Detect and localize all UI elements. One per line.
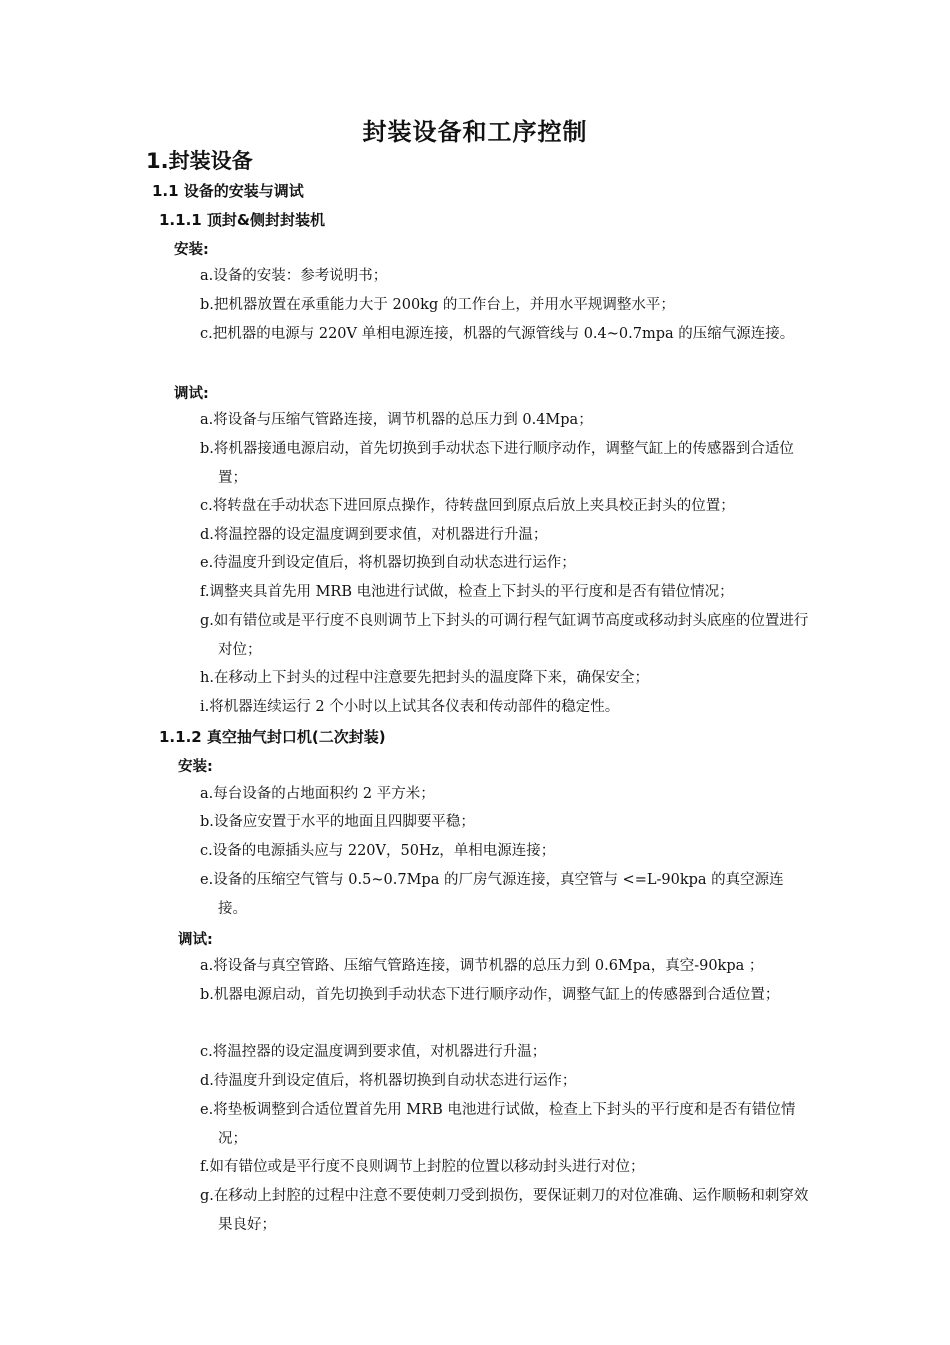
install-label: 安装: [174, 242, 209, 258]
list-item: e.将垫板调整到合适位置首先用 MRB 电池进行试做，检查上下封头的平行度和是否有错位情况； [200, 1102, 796, 1147]
list-item: e.待温度升到设定值后，将机器切换到自动状态进行运作； [200, 555, 576, 571]
list-item: b.把机器放置在承重能力大于 200kg 的工作台上，并用水平规调整水平； [200, 297, 675, 313]
heading-section-1-1-1: 1.1.1 顶封&侧封封装机 [159, 211, 326, 229]
heading-2: 1.1 设备的安装与调试 [152, 182, 304, 200]
list-item: a.将设备与压缩气管路连接，调节机器的总压力到 0.4Mpa； [200, 412, 593, 428]
list-item: c.将温控器的设定温度调到要求值，对机器进行升温； [200, 1044, 547, 1060]
debug-label: 调试: [178, 932, 213, 948]
list-item: g.在移动上封腔的过程中注意不要使刺刀受到损伤，要保证刺刀的对位准确、运作顺畅和刺穿效果良好； [200, 1188, 809, 1233]
list-item: a.设备的安装：参考说明书； [200, 268, 388, 284]
list-item: d.将温控器的设定温度调到要求值，对机器进行升温； [200, 527, 548, 543]
list-item: f.如有错位或是平行度不良则调节上封腔的位置以移动封头进行对位； [200, 1159, 645, 1175]
document-title: 封装设备和工序控制 [362, 118, 588, 146]
heading-section-1-1-2: 1.1.2 真空抽气封口机(二次封装) [159, 728, 386, 746]
list-item: a.将设备与真空管路、压缩气管路连接，调节机器的总压力到 0.6Mpa，真空-90kpa ； [200, 958, 764, 974]
list-item: b.将机器接通电源启动，首先切换到手动状态下进行顺序动作，调整气缸上的传感器到合适位置； [200, 441, 794, 486]
list-item: c.设备的电源插头应与 220V，50Hz，单相电源连接； [200, 843, 556, 859]
list-item: e.设备的压缩空气管与 0.5~0.7Mpa 的厂房气源连接，真空管与 <=L-90kpa 的真空源连接。 [200, 872, 784, 917]
list-item: g.如有错位或是平行度不良则调节上下封头的可调行程气缸调节高度或移动封头底座的位置进行对位； [200, 613, 809, 658]
list-item: b.机器电源启动，首先切换到手动状态下进行顺序动作，调整气缸上的传感器到合适位置； [200, 987, 780, 1003]
list-item: d.待温度升到设定值后，将机器切换到自动状态进行运作； [200, 1073, 577, 1089]
install-label: 安装: [178, 759, 213, 775]
list-item: i.将机器连续运行 2 个小时以上试其各仪表和传动部件的稳定性。 [200, 699, 620, 715]
list-item: f.调整夹具首先用 MRB 电池进行试做，检查上下封头的平行度和是否有错位情况； [200, 584, 734, 600]
debug-label: 调试: [174, 386, 209, 402]
list-item: a.每台设备的占地面积约 2 平方米； [200, 786, 435, 802]
list-item: b.设备应安置于水平的地面且四脚要平稳； [200, 814, 475, 830]
list-item: c.把机器的电源与 220V 单相电源连接，机器的气源管线与 0.4~0.7mpa 的压缩气源连接。 [200, 326, 795, 342]
heading-1: 1.封装设备 [146, 149, 253, 173]
list-item: c.将转盘在手动状态下进回原点操作，待转盘回到原点后放上夹具校正封头的位置； [200, 498, 735, 514]
list-item: h.在移动上下封头的过程中注意要先把封头的温度降下来，确保安全； [200, 670, 649, 686]
